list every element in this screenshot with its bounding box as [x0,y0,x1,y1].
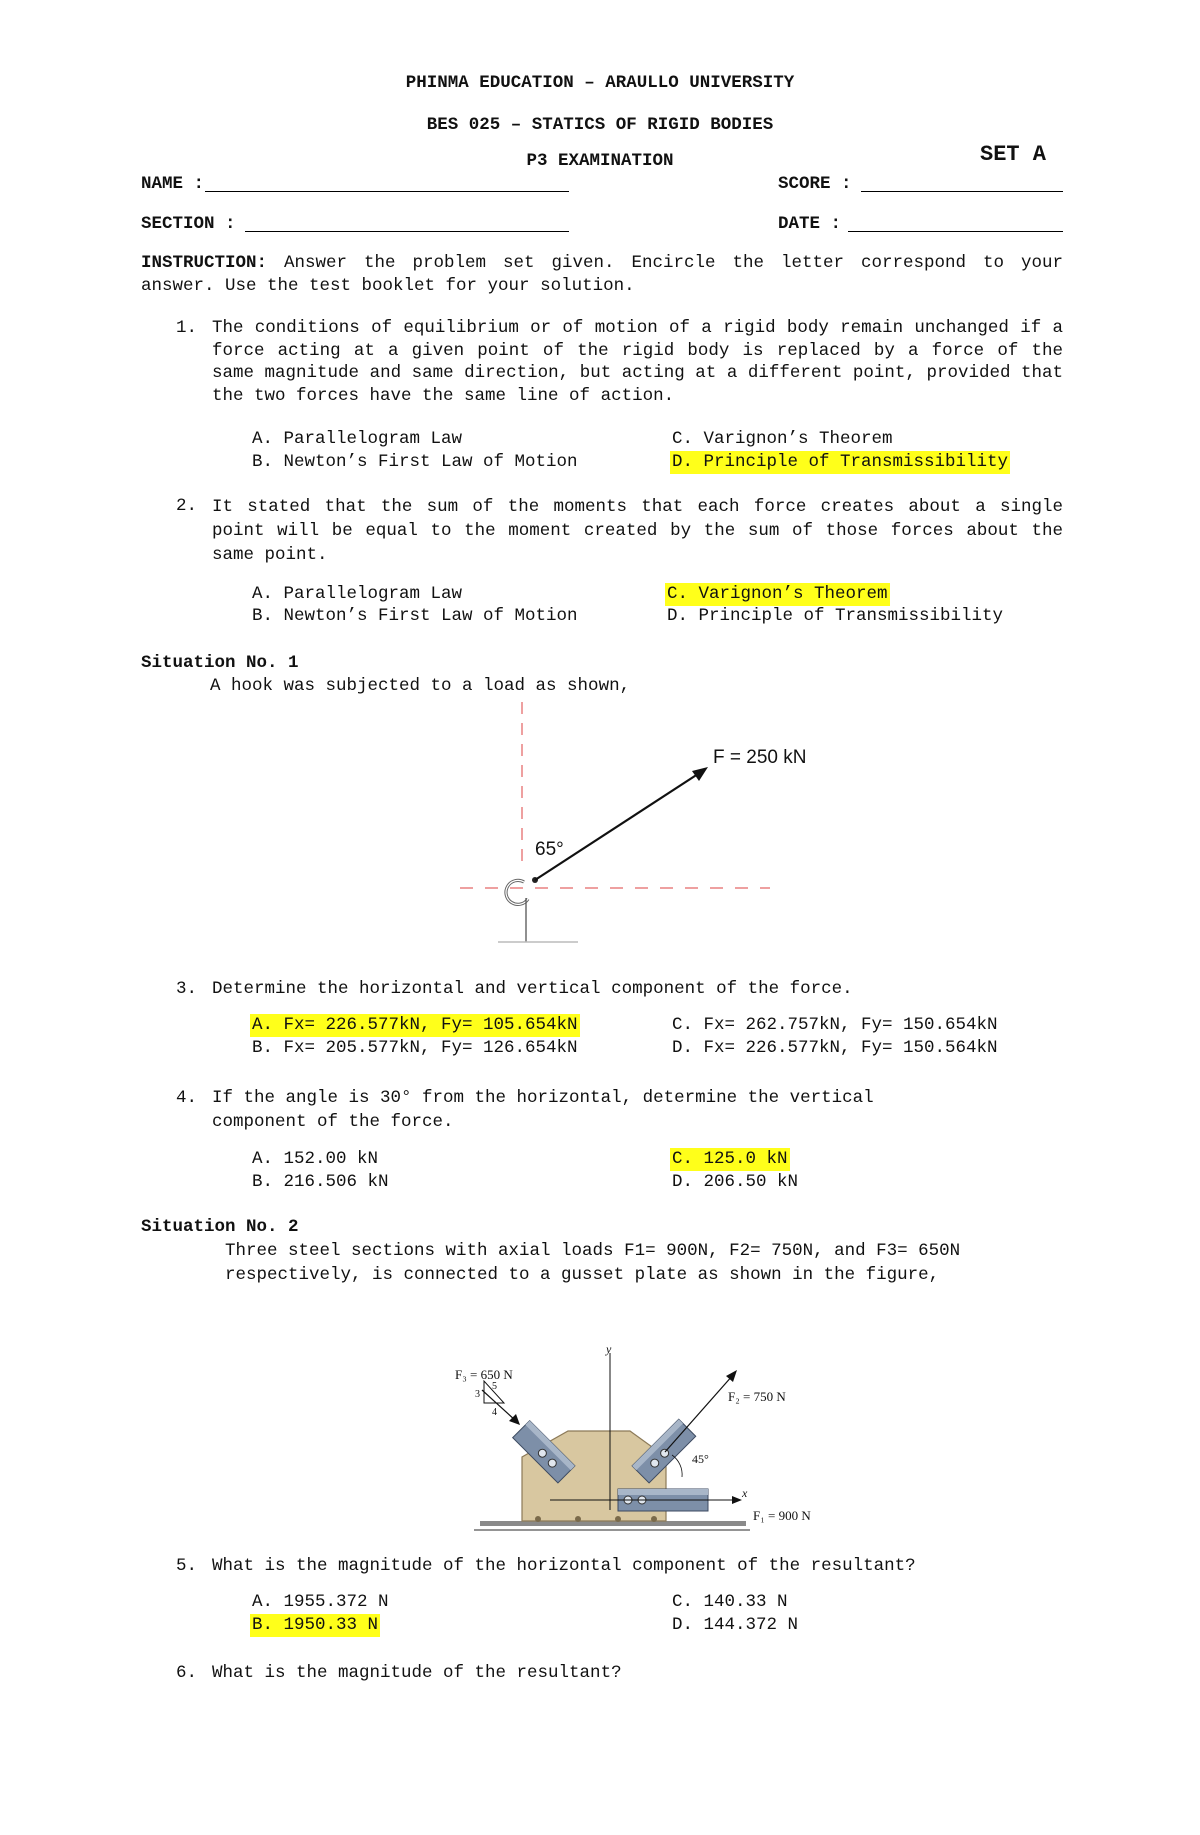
triangle-hyp-label: 5 [492,1381,497,1392]
score-field[interactable] [861,191,1063,192]
date-field[interactable] [848,231,1063,232]
set-label: SET A [980,142,1047,167]
score-label: SCORE : [778,174,852,194]
f2-arrow [665,1375,733,1452]
f3-label: F₃ = 650 N [455,1367,513,1382]
situation2-title: Situation No. 2 [141,1217,299,1237]
q3-text: Determine the horizontal and vertical component of the force. [212,979,853,999]
q6-text: What is the magnitude of the resultant? [212,1663,622,1683]
hook-figure [450,700,807,950]
arrowhead-icon [692,767,708,781]
q1-option-b[interactable]: B. Newton’s First Law of Motion [252,452,578,472]
y-axis-label: y [606,1342,612,1356]
q5-number: 5. [176,1556,198,1576]
q3-option-b[interactable]: B. Fx= 205.577kN, Fy= 126.654kN [252,1038,578,1058]
section-field[interactable] [245,231,569,232]
instruction [141,252,1063,297]
section-label: SECTION : [141,214,236,234]
gusset-plate-figure [450,1342,850,1545]
q5-option-c[interactable]: C. 140.33 N [672,1592,788,1612]
f2-angle-label: 45° [692,1452,709,1466]
date-label: DATE : [778,214,842,234]
q3-option-d[interactable]: D. Fx= 226.577kN, Fy= 150.564kN [672,1038,998,1058]
name-field[interactable] [205,191,569,192]
f3-arrow [482,1390,516,1421]
situation2-text-line1: Three steel sections with axial loads F1= 900N, F2= 750N, and F3= 650N [225,1241,961,1261]
q4-text-line1: If the angle is 30° from the horizontal, determine the vertical [212,1088,874,1108]
f1-arrowhead-icon [732,1496,742,1504]
q2-option-a[interactable]: A. Parallelogram Law [252,584,463,604]
q4-option-a[interactable]: A. 152.00 kN [252,1149,379,1169]
instruction-label: INSTRUCTION: [141,253,268,273]
situation2-text-line2: respectively, is connected to a gusset plate as shown in the figure, [225,1265,940,1285]
q4-number: 4. [176,1088,198,1108]
x-axis-label: x [742,1486,748,1500]
ground-plate [480,1521,746,1526]
instruction-text: Answer the problem set given. Encircle the letter correspond to your answer. Use the test booklet for your solution. [141,253,1063,296]
q1-option-d[interactable]: D. Principle of Transmissibility [672,452,1009,472]
q2-option-b[interactable]: B. Newton’s First Law of Motion [252,606,578,626]
triangle-horizontal-label: 4 [492,1407,497,1418]
situation1-text: A hook was subjected to a load as shown, [210,676,631,696]
f2-label: F₂ = 750 N [728,1389,786,1404]
q2-number: 2. [176,496,198,516]
q2-option-c[interactable]: C. Varignon’s Theorem [667,584,888,604]
q5-option-b[interactable]: B. 1950.33 N [252,1615,379,1635]
course-title: BES 025 – STATICS OF RIGID BODIES [426,115,774,135]
triangle-vertical-label: 3 [475,1389,480,1400]
q1-text: The conditions of equilibrium or of motion of a rigid body remain unchanged if a force acting at a given point of the rigid body is replaced by a force of the same magnitude and same direction, but acting at a different point, provided that the two forces have the same line of action. [212,318,1063,406]
institution-title: PHINMA EDUCATION – ARAULLO UNIVERSITY [405,73,795,93]
q5-option-a[interactable]: A. 1955.372 N [252,1592,389,1612]
q2-option-d[interactable]: D. Principle of Transmissibility [667,606,1004,626]
exam-title: P3 EXAMINATION [526,151,674,171]
situation1-title: Situation No. 1 [141,653,299,673]
angle-label: 65° [535,839,564,860]
q3-number: 3. [176,979,198,999]
force-arrow [535,772,701,880]
q1-number: 1. [176,318,198,338]
f1-label: F₁ = 900 N [753,1508,811,1523]
q6-number: 6. [176,1663,198,1683]
q3-option-c[interactable]: C. Fx= 262.757kN, Fy= 150.654kN [672,1015,998,1035]
q3-option-a[interactable]: A. Fx= 226.577kN, Fy= 105.654kN [252,1015,578,1035]
q5-text: What is the magnitude of the horizontal component of the resultant? [212,1556,916,1576]
q1-option-a[interactable]: A. Parallelogram Law [252,429,463,449]
q4-text-line2: component of the force. [212,1112,454,1132]
q2-text: It stated that the sum of the moments that each force creates about a single point will be equal to the moment created by the sum of those forces about the same point. [212,497,1063,565]
q4-option-d[interactable]: D. 206.50 kN [672,1172,799,1192]
q4-option-c[interactable]: C. 125.0 kN [672,1149,788,1169]
q4-option-b[interactable]: B. 216.506 kN [252,1172,389,1192]
name-label: NAME : [141,174,205,194]
force-label: F = 250 kN [713,747,807,768]
q1-option-c[interactable]: C. Varignon’s Theorem [672,429,893,449]
q5-option-d[interactable]: D. 144.372 N [672,1615,799,1635]
